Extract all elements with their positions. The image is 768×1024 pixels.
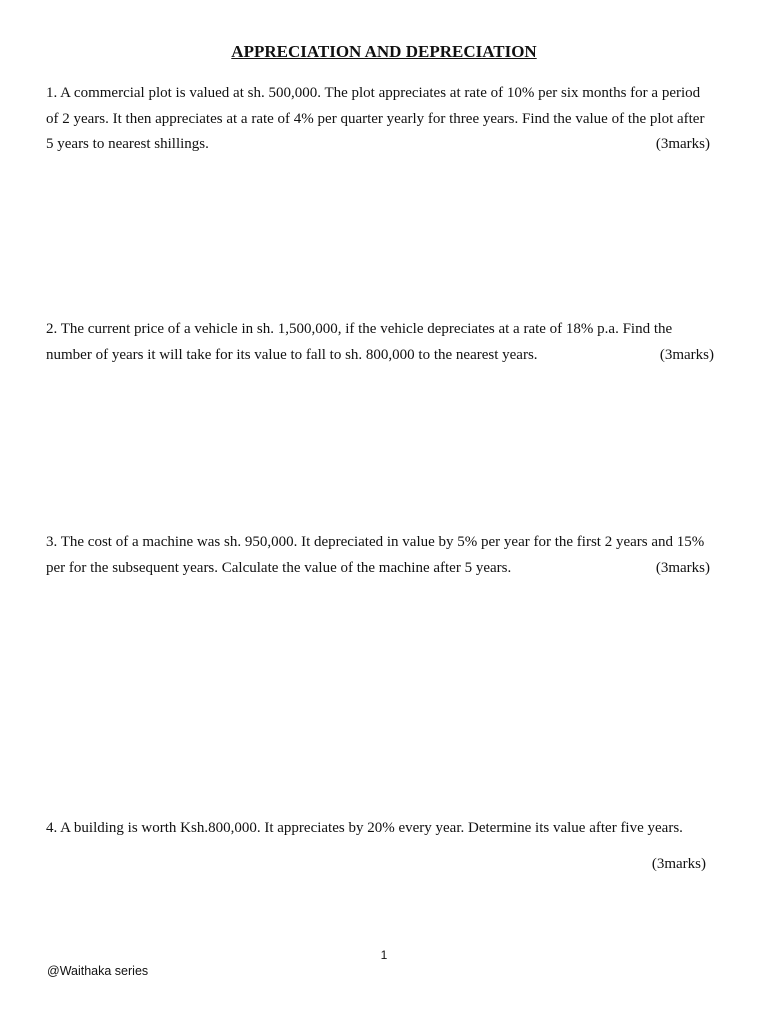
question-2 bbox=[46, 317, 714, 368]
page-number: 1 bbox=[380, 948, 388, 962]
question-2-marks: (3marks) bbox=[659, 346, 714, 363]
page-title: APPRECIATION AND DEPRECIATION bbox=[231, 42, 537, 61]
question-1 bbox=[46, 81, 710, 158]
footer-text: @Waithaka series bbox=[47, 964, 149, 978]
question-4-marks: (3marks) bbox=[651, 856, 706, 872]
question-4-text: 4. A building is worth Ksh.800,000. It appreciates by 20% every year. Determine its value after five years. bbox=[46, 820, 683, 836]
question-3-text: 3. The cost of a machine was sh. 950,000. It depreciated in value by 5% per year for the first 2 years and 15% per for the subsequent years. Calculate the value of the machine after 5 years. bbox=[46, 534, 705, 576]
question-2-text: 2. The current price of a vehicle in sh. 1,500,000, if the vehicle depreciates at a rate of 18% p.a. Find the number of years it will take for its value to fall to sh. 800,000 to the nearest years. bbox=[46, 321, 673, 363]
question-1-text: 1. A commercial plot is valued at sh. 500,000. The plot appreciates at rate of 10% per six months for a period of 2 years. It then appreciates at a rate of 4% per quarter yearly for three years. Find the value of the plot after 5 years to nearest shillings. bbox=[46, 85, 705, 152]
question-3 bbox=[46, 530, 710, 581]
question-4 bbox=[46, 816, 710, 842]
question-3-marks: (3marks) bbox=[655, 559, 710, 576]
question-1-marks: (3marks) bbox=[655, 136, 710, 152]
